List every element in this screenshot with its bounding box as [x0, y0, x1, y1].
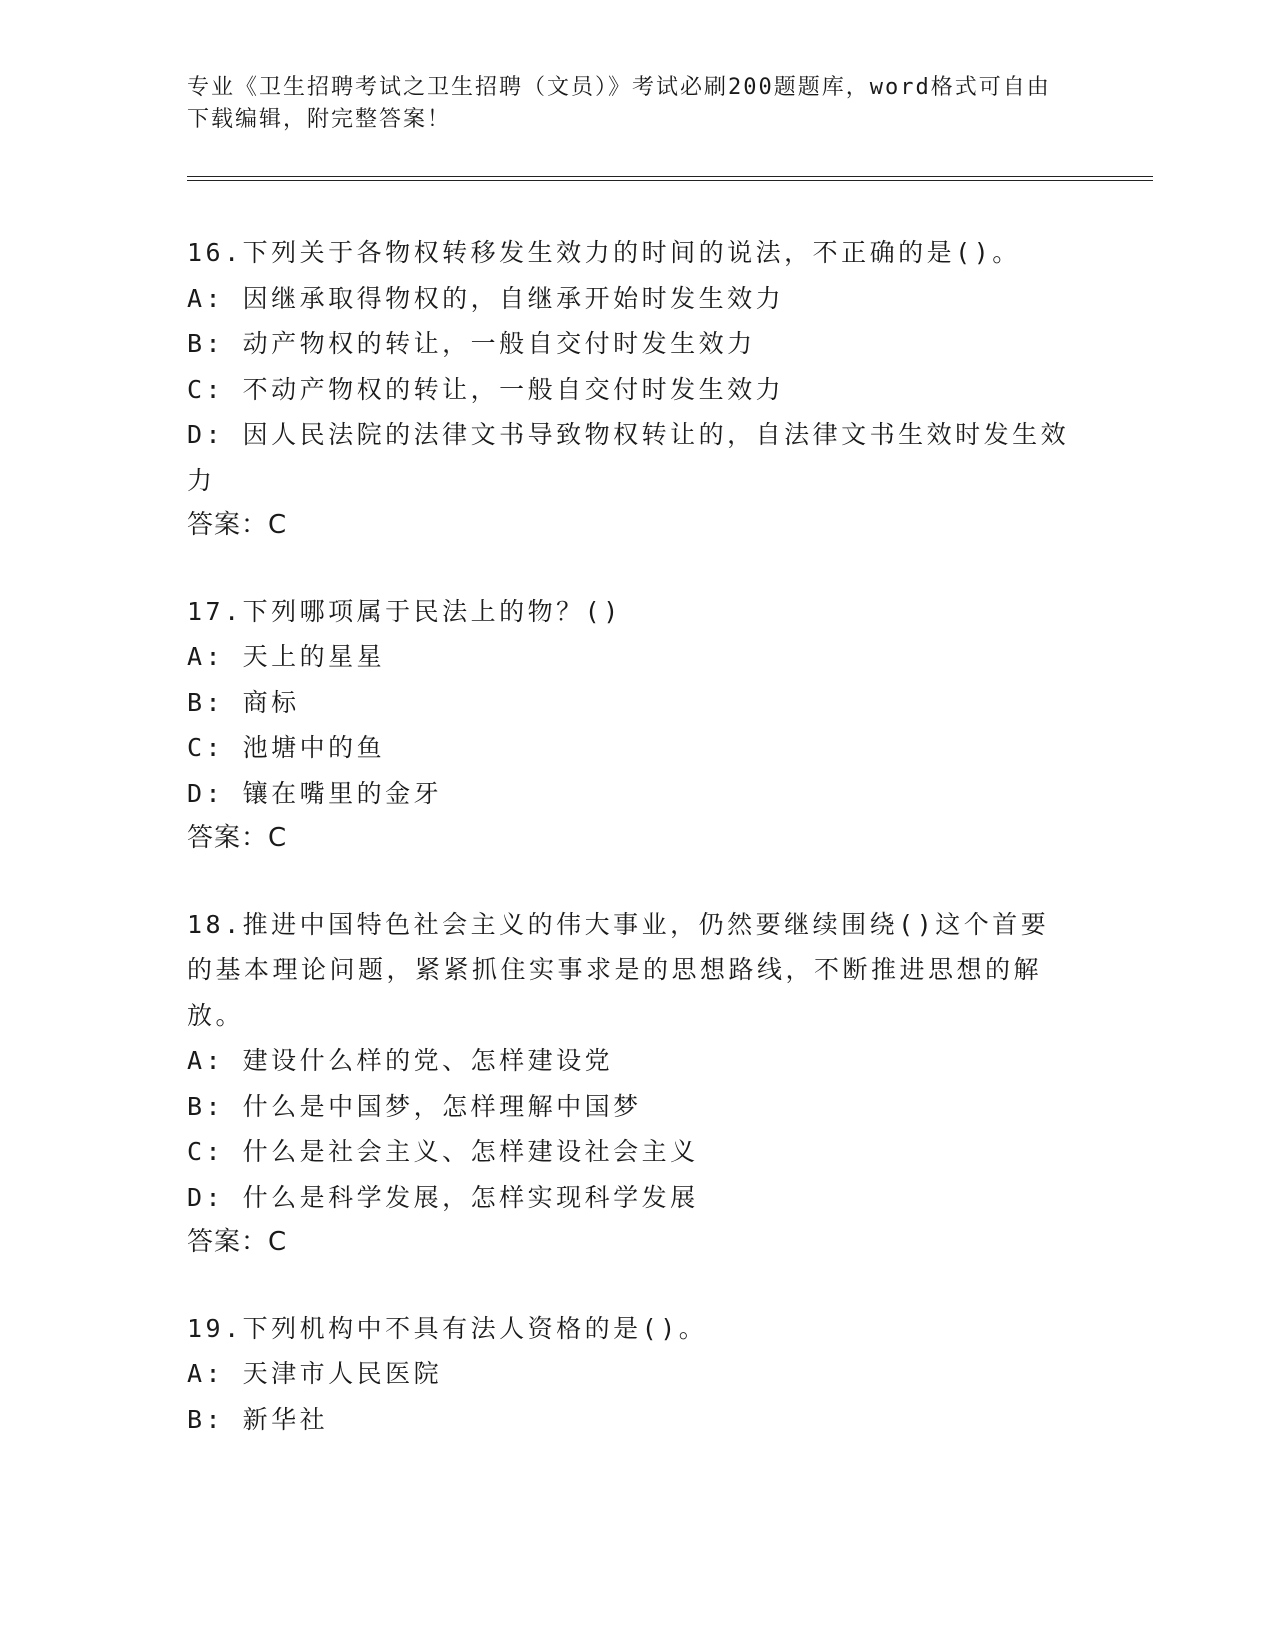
answer-line: 答案：C [187, 1227, 288, 1257]
question-19 [187, 1306, 1077, 1443]
answer-line: 答案：C [187, 823, 288, 853]
option-c: C: 什么是社会主义、怎样建设社会主义 [187, 1137, 699, 1166]
answer-line: 答案：C [187, 510, 288, 540]
option-a: A: 建设什么样的党、怎样建设党 [187, 1046, 614, 1075]
option-b: B: 新华社 [187, 1404, 329, 1434]
question-17 [187, 589, 1077, 862]
question-list [187, 230, 1077, 1482]
option-d: D: 因人民法院的法律文书导致物权转让的，自法律文书生效时发生效力 [187, 420, 1070, 495]
option-b: B: 什么是中国梦，怎样理解中国梦 [187, 1091, 642, 1121]
question-stem: 17.下列哪项属于民法上的物？() [187, 596, 622, 626]
question-stem: 16.下列关于各物权转移发生效力的时间的说法，不正确的是()。 [187, 238, 1021, 267]
option-b: B: 动产物权的转让，一般自交付时发生效力 [187, 329, 756, 358]
option-c: C: 不动产物权的转让，一般自交付时发生效力 [187, 374, 785, 404]
option-d: D: 什么是科学发展，怎样实现科学发展 [187, 1182, 699, 1212]
question-stem: 19.下列机构中不具有法人资格的是()。 [187, 1313, 708, 1343]
option-a: A: 天津市人民医院 [187, 1359, 443, 1388]
question-stem: 18.推进中国特色社会主义的伟大事业，仍然要继续围绕()这个首要的基本理论问题，紧紧抓住实事求是的思想路线，不断推进思想的解放。 [187, 909, 1050, 1030]
question-16 [187, 230, 1077, 549]
header-divider [187, 176, 1153, 181]
option-b: B: 商标 [187, 687, 300, 717]
option-c: C: 池塘中的鱼 [187, 733, 386, 762]
document-header: 专业《卫生招聘考试之卫生招聘（文员）》考试必刷200题题库，word格式可自由下载编辑，附完整答案！ [187, 75, 1051, 132]
option-a: A: 天上的星星 [187, 642, 386, 671]
option-a: A: 因继承取得物权的，自继承开始时发生效力 [187, 283, 785, 313]
question-18 [187, 902, 1077, 1266]
option-d: D: 镶在嘴里的金牙 [187, 778, 443, 808]
